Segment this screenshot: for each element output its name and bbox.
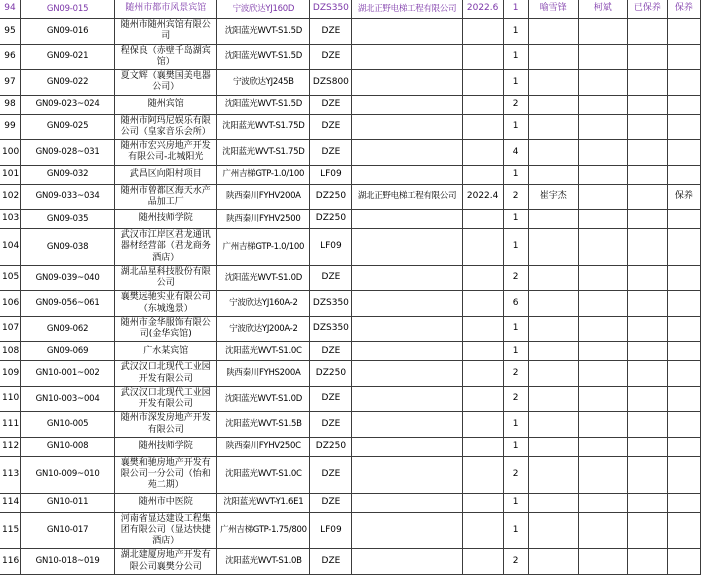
cell-maintain[interactable] [667, 210, 700, 229]
cell-date[interactable]: 2022.6 [462, 0, 503, 19]
cell-person1[interactable] [528, 265, 578, 291]
cell-maintain[interactable] [667, 140, 700, 166]
cell-model[interactable]: 宁波欣达YJ245B [217, 70, 310, 96]
cell-company[interactable] [352, 165, 462, 184]
table-row [0, 265, 701, 291]
cell-control[interactable]: DZ250 [310, 184, 352, 210]
cell-count[interactable]: 6 [503, 291, 528, 317]
cell-person1[interactable] [528, 316, 578, 342]
cell-person2[interactable] [578, 44, 627, 70]
cell-date[interactable] [462, 361, 503, 387]
cell-code[interactable]: GN09-033~034 [21, 184, 115, 210]
cell-person2[interactable] [578, 265, 627, 291]
cell-date[interactable] [462, 265, 503, 291]
cell-date[interactable] [462, 412, 503, 438]
cell-maintained[interactable]: 已保养 [627, 0, 667, 19]
cell-maintain[interactable] [667, 44, 700, 70]
cell-person1[interactable]: 崔宇杰 [528, 184, 578, 210]
cell-count[interactable]: 4 [503, 140, 528, 166]
cell-num[interactable]: 107 [0, 316, 21, 342]
cell-company[interactable] [352, 412, 462, 438]
cell-date[interactable] [462, 512, 503, 549]
cell-code[interactable]: GN09-021 [21, 44, 115, 70]
table-row [0, 493, 701, 512]
cell-company[interactable] [352, 456, 462, 493]
cell-count[interactable]: 1 [503, 44, 528, 70]
cell-num[interactable]: 114 [0, 493, 21, 512]
table-row [0, 210, 701, 229]
cell-date[interactable] [462, 456, 503, 493]
cell-date[interactable] [462, 549, 503, 575]
cell-count[interactable]: 1 [503, 70, 528, 96]
table-row [0, 361, 701, 387]
cell-model[interactable]: 陕西秦川FYHS200A [217, 361, 310, 387]
cell-count[interactable]: 1 [503, 229, 528, 266]
cell-num[interactable]: 95 [0, 19, 21, 45]
cell-model[interactable]: 沈阳蓝光WVT-S1.75D [217, 140, 310, 166]
cell-code[interactable]: GN09-062 [21, 316, 115, 342]
cell-num[interactable]: 116 [0, 549, 21, 575]
cell-maintain[interactable] [667, 265, 700, 291]
cell-count[interactable]: 2 [503, 361, 528, 387]
cell-model[interactable]: 宁波欣达YJ200A-2 [217, 316, 310, 342]
cell-name[interactable]: 湖北品星科技股份有限公司 [115, 265, 217, 291]
cell-company[interactable] [352, 386, 462, 412]
cell-date[interactable] [462, 316, 503, 342]
cell-control[interactable]: DZE [310, 114, 352, 140]
cell-control[interactable]: DZS350 [310, 0, 352, 19]
cell-person1[interactable] [528, 165, 578, 184]
cell-code[interactable]: GN10-005 [21, 412, 115, 438]
cell-model[interactable]: 广州吉梯GTP-1.75/800 [217, 512, 310, 549]
cell-count[interactable]: 1 [503, 210, 528, 229]
cell-maintain[interactable] [667, 114, 700, 140]
cell-person2[interactable] [578, 549, 627, 575]
cell-person1[interactable] [528, 412, 578, 438]
table-row [0, 456, 701, 493]
cell-maintain[interactable] [667, 412, 700, 438]
cell-maintained[interactable] [627, 265, 667, 291]
cell-person2[interactable]: 柯斌 [578, 0, 627, 19]
cell-maintained[interactable] [627, 95, 667, 114]
cell-control[interactable]: LF09 [310, 165, 352, 184]
cell-name[interactable]: 随州市宏兴房地产开发有限公司-北城阳光 [115, 140, 217, 166]
cell-maintained[interactable] [627, 165, 667, 184]
cell-person1[interactable]: 喻雪锋 [528, 0, 578, 19]
cell-control[interactable]: DZE [310, 412, 352, 438]
cell-maintain[interactable] [667, 493, 700, 512]
cell-maintain[interactable] [667, 95, 700, 114]
cell-code[interactable]: GN09-039~040 [21, 265, 115, 291]
cell-num[interactable]: 101 [0, 165, 21, 184]
cell-control[interactable]: DZE [310, 265, 352, 291]
cell-name[interactable]: 武汉汉口北现代工业园开发有限公司 [115, 386, 217, 412]
cell-date[interactable] [462, 114, 503, 140]
cell-code[interactable]: GN10-009~010 [21, 456, 115, 493]
cell-num[interactable]: 97 [0, 70, 21, 96]
cell-date[interactable] [462, 386, 503, 412]
cell-person1[interactable] [528, 44, 578, 70]
cell-company[interactable] [352, 493, 462, 512]
cell-date[interactable]: 2022.4 [462, 184, 503, 210]
cell-maintained[interactable] [627, 291, 667, 317]
cell-maintained[interactable] [627, 44, 667, 70]
cell-name[interactable]: 随州市阿玛尼娱乐有限公司（皇家音乐会所） [115, 114, 217, 140]
table-row [0, 549, 701, 575]
cell-control[interactable]: DZE [310, 549, 352, 575]
cell-model[interactable]: 宁波欣达YJ160A-2 [217, 291, 310, 317]
cell-person1[interactable] [528, 140, 578, 166]
cell-name[interactable]: 程保良（赤壁千岛湖宾馆） [115, 44, 217, 70]
cell-name[interactable]: 随州市随州宾馆有限公司 [115, 19, 217, 45]
cell-person2[interactable] [578, 165, 627, 184]
cell-person2[interactable] [578, 95, 627, 114]
cell-code[interactable]: GN10-017 [21, 512, 115, 549]
cell-company[interactable] [352, 512, 462, 549]
cell-code[interactable]: GN09-056~061 [21, 291, 115, 317]
cell-person2[interactable] [578, 456, 627, 493]
cell-date[interactable] [462, 437, 503, 456]
cell-person2[interactable] [578, 512, 627, 549]
cell-num[interactable]: 111 [0, 412, 21, 438]
cell-maintain[interactable] [667, 456, 700, 493]
cell-company[interactable] [352, 316, 462, 342]
cell-maintain[interactable] [667, 437, 700, 456]
cell-maintained[interactable] [627, 412, 667, 438]
cell-count[interactable]: 1 [503, 412, 528, 438]
cell-name[interactable]: 襄樊远驰实业有限公司（东城逸景） [115, 291, 217, 317]
cell-num[interactable]: 108 [0, 342, 21, 361]
cell-name[interactable]: 湖北建厦房地产开发有限公司襄樊分公司 [115, 549, 217, 575]
cell-maintain[interactable] [667, 19, 700, 45]
table-row [0, 165, 701, 184]
cell-maintain[interactable] [667, 229, 700, 266]
cell-code[interactable]: GN10-003~004 [21, 386, 115, 412]
table-row [0, 437, 701, 456]
cell-person1[interactable] [528, 70, 578, 96]
cell-name[interactable]: 随州宾馆 [115, 95, 217, 114]
cell-control[interactable]: LF09 [310, 512, 352, 549]
cell-model[interactable]: 宁波欣达YJ160D [217, 0, 310, 19]
cell-count[interactable]: 2 [503, 95, 528, 114]
cell-num[interactable]: 106 [0, 291, 21, 317]
cell-model[interactable]: 沈阳蓝光WVT-S1.0C [217, 342, 310, 361]
cell-code[interactable]: GN10-018~019 [21, 549, 115, 575]
cell-person2[interactable] [578, 114, 627, 140]
cell-control[interactable]: DZE [310, 95, 352, 114]
cell-maintained[interactable] [627, 456, 667, 493]
cell-date[interactable] [462, 19, 503, 45]
cell-maintained[interactable] [627, 493, 667, 512]
cell-count[interactable]: 2 [503, 549, 528, 575]
cell-control[interactable]: DZS350 [310, 291, 352, 317]
cell-date[interactable] [462, 229, 503, 266]
cell-date[interactable] [462, 165, 503, 184]
cell-maintained[interactable] [627, 19, 667, 45]
cell-person1[interactable] [528, 361, 578, 387]
cell-maintained[interactable] [627, 229, 667, 266]
cell-code[interactable]: GN09-032 [21, 165, 115, 184]
cell-date[interactable] [462, 291, 503, 317]
cell-code[interactable]: GN09-028~031 [21, 140, 115, 166]
cell-company[interactable] [352, 229, 462, 266]
cell-code[interactable]: GN09-035 [21, 210, 115, 229]
cell-model[interactable]: 沈阳蓝光WVT-S1.0D [217, 386, 310, 412]
cell-model[interactable]: 沈阳蓝光WVT-S1.5D [217, 44, 310, 70]
cell-num[interactable]: 104 [0, 229, 21, 266]
cell-person1[interactable] [528, 114, 578, 140]
cell-code[interactable]: GN09-038 [21, 229, 115, 266]
cell-person2[interactable] [578, 19, 627, 45]
cell-model[interactable]: 沈阳蓝光WVT-S1.5B [217, 412, 310, 438]
cell-company[interactable]: 湖北正野电梯工程有限公司 [352, 0, 462, 19]
cell-maintain[interactable] [667, 361, 700, 387]
cell-person2[interactable] [578, 412, 627, 438]
cell-company[interactable] [352, 140, 462, 166]
cell-person2[interactable] [578, 316, 627, 342]
cell-model[interactable]: 沈阳蓝光WVT-S1.75D [217, 114, 310, 140]
cell-code[interactable]: GN10-011 [21, 493, 115, 512]
cell-name[interactable]: 随州市都市风景宾馆 [115, 0, 217, 19]
cell-model[interactable]: 陕西秦川FYHV250C [217, 437, 310, 456]
cell-person1[interactable] [528, 512, 578, 549]
cell-num[interactable]: 103 [0, 210, 21, 229]
cell-person1[interactable] [528, 19, 578, 45]
cell-company[interactable] [352, 291, 462, 317]
cell-model[interactable]: 陕西秦川FYHV200A [217, 184, 310, 210]
cell-control[interactable]: DZE [310, 342, 352, 361]
cell-person2[interactable] [578, 210, 627, 229]
cell-code[interactable]: GN09-069 [21, 342, 115, 361]
cell-count[interactable]: 1 [503, 316, 528, 342]
cell-maintained[interactable] [627, 210, 667, 229]
cell-num[interactable]: 110 [0, 386, 21, 412]
cell-count[interactable]: 1 [503, 0, 528, 19]
cell-count[interactable]: 1 [503, 114, 528, 140]
table-row [0, 386, 701, 412]
cell-count[interactable]: 1 [503, 493, 528, 512]
cell-maintained[interactable] [627, 184, 667, 210]
cell-company[interactable] [352, 44, 462, 70]
cell-name[interactable]: 随州市深发房地产开发有限公司 [115, 412, 217, 438]
cell-person2[interactable] [578, 361, 627, 387]
cell-maintained[interactable] [627, 70, 667, 96]
cell-person2[interactable] [578, 342, 627, 361]
cell-control[interactable]: DZ250 [310, 361, 352, 387]
table-row [0, 19, 701, 45]
cell-date[interactable] [462, 210, 503, 229]
cell-person2[interactable] [578, 70, 627, 96]
cell-control[interactable]: DZE [310, 44, 352, 70]
cell-company[interactable] [352, 549, 462, 575]
cell-count[interactable]: 1 [503, 165, 528, 184]
cell-model[interactable]: 沈阳蓝光WVT-Y1.6E1 [217, 493, 310, 512]
cell-num[interactable]: 100 [0, 140, 21, 166]
cell-name[interactable]: 随州技师学院 [115, 210, 217, 229]
cell-count[interactable]: 2 [503, 386, 528, 412]
cell-name[interactable]: 夏文辉（襄樊国美电器公司） [115, 70, 217, 96]
cell-name[interactable]: 随州市曾都区海天水产品加工厂 [115, 184, 217, 210]
cell-maintained[interactable] [627, 386, 667, 412]
table-row [0, 95, 701, 114]
cell-person1[interactable] [528, 386, 578, 412]
cell-date[interactable] [462, 140, 503, 166]
cell-person2[interactable] [578, 493, 627, 512]
cell-num[interactable]: 115 [0, 512, 21, 549]
cell-maintain[interactable] [667, 386, 700, 412]
cell-company[interactable] [352, 265, 462, 291]
cell-model[interactable]: 沈阳蓝光WVT-S1.5D [217, 19, 310, 45]
cell-num[interactable]: 96 [0, 44, 21, 70]
cell-maintain[interactable] [667, 512, 700, 549]
cell-count[interactable]: 2 [503, 456, 528, 493]
cell-control[interactable]: DZ250 [310, 437, 352, 456]
cell-maintain[interactable] [667, 291, 700, 317]
cell-code[interactable]: GN10-001~002 [21, 361, 115, 387]
cell-date[interactable] [462, 493, 503, 512]
cell-control[interactable]: LF09 [310, 229, 352, 266]
table-row [0, 140, 701, 166]
cell-num[interactable]: 102 [0, 184, 21, 210]
cell-maintain[interactable] [667, 165, 700, 184]
cell-count[interactable]: 2 [503, 184, 528, 210]
cell-num[interactable]: 94 [0, 0, 21, 19]
cell-code[interactable]: GN10-008 [21, 437, 115, 456]
table-row [0, 184, 701, 210]
cell-count[interactable]: 1 [503, 342, 528, 361]
cell-maintain[interactable] [667, 316, 700, 342]
cell-company[interactable]: 湖北正野电梯工程有限公司 [352, 184, 462, 210]
cell-count[interactable]: 1 [503, 19, 528, 45]
cell-maintained[interactable] [627, 140, 667, 166]
cell-maintain[interactable]: 保养 [667, 0, 700, 19]
cell-model[interactable]: 沈阳蓝光WVT-S1.0D [217, 265, 310, 291]
cell-maintained[interactable] [627, 114, 667, 140]
cell-name[interactable]: 随州市金华服饰有限公司(金华宾馆) [115, 316, 217, 342]
cell-code[interactable]: GN09-025 [21, 114, 115, 140]
cell-num[interactable]: 99 [0, 114, 21, 140]
cell-person2[interactable] [578, 291, 627, 317]
cell-person2[interactable] [578, 386, 627, 412]
table-row [0, 342, 701, 361]
cell-company[interactable] [352, 342, 462, 361]
cell-num[interactable]: 113 [0, 456, 21, 493]
cell-person1[interactable] [528, 229, 578, 266]
cell-control[interactable]: DZS350 [310, 316, 352, 342]
cell-model[interactable]: 陕西秦川FYHV2500 [217, 210, 310, 229]
cell-person2[interactable] [578, 184, 627, 210]
cell-maintained[interactable] [627, 549, 667, 575]
cell-name[interactable]: 广水某宾馆 [115, 342, 217, 361]
cell-maintain[interactable] [667, 549, 700, 575]
cell-model[interactable]: 沈阳蓝光WVT-S1.0C [217, 456, 310, 493]
cell-model[interactable]: 沈阳蓝光WVT-S1.0B [217, 549, 310, 575]
cell-num[interactable]: 105 [0, 265, 21, 291]
cell-person1[interactable] [528, 437, 578, 456]
cell-company[interactable] [352, 361, 462, 387]
cell-code[interactable]: GN09-016 [21, 19, 115, 45]
cell-name[interactable]: 襄樊和驰房地产开发有限公司一分公司（怡和苑二期） [115, 456, 217, 493]
cell-maintained[interactable] [627, 316, 667, 342]
cell-maintained[interactable] [627, 512, 667, 549]
cell-company[interactable] [352, 437, 462, 456]
cell-control[interactable]: DZ250 [310, 210, 352, 229]
cell-num[interactable]: 112 [0, 437, 21, 456]
cell-control[interactable]: DZE [310, 456, 352, 493]
table-row [0, 44, 701, 70]
cell-count[interactable]: 1 [503, 512, 528, 549]
cell-maintain[interactable] [667, 342, 700, 361]
cell-model[interactable]: 广州吉梯GTP-1.0/100 [217, 229, 310, 266]
cell-person2[interactable] [578, 140, 627, 166]
cell-person1[interactable] [528, 342, 578, 361]
cell-person1[interactable] [528, 493, 578, 512]
cell-code[interactable]: GN09-022 [21, 70, 115, 96]
cell-name[interactable]: 武汉市江岸区君龙通讯器材经营部（君龙商务酒店） [115, 229, 217, 266]
cell-count[interactable]: 2 [503, 265, 528, 291]
cell-date[interactable] [462, 95, 503, 114]
cell-name[interactable]: 武汉汉口北现代工业园开发有限公司 [115, 361, 217, 387]
cell-person1[interactable] [528, 95, 578, 114]
table-row [0, 316, 701, 342]
cell-name[interactable]: 随州技师学院 [115, 437, 217, 456]
table-row [0, 0, 701, 19]
cell-name[interactable]: 随州市中医院 [115, 493, 217, 512]
cell-maintain[interactable] [667, 70, 700, 96]
table-row [0, 412, 701, 438]
cell-maintained[interactable] [627, 342, 667, 361]
table-row [0, 229, 701, 266]
cell-person1[interactable] [528, 210, 578, 229]
cell-person1[interactable] [528, 549, 578, 575]
cell-control[interactable]: DZE [310, 140, 352, 166]
cell-model[interactable]: 沈阳蓝光WVT-S1.5D [217, 95, 310, 114]
cell-control[interactable]: DZE [310, 19, 352, 45]
cell-maintain[interactable]: 保养 [667, 184, 700, 210]
table-row [0, 291, 701, 317]
cell-model[interactable]: 广州吉梯GTP-1.0/100 [217, 165, 310, 184]
cell-control[interactable]: DZS800 [310, 70, 352, 96]
cell-control[interactable]: DZE [310, 493, 352, 512]
cell-person2[interactable] [578, 437, 627, 456]
cell-person1[interactable] [528, 456, 578, 493]
table-row [0, 512, 701, 549]
cell-person1[interactable] [528, 291, 578, 317]
cell-date[interactable] [462, 70, 503, 96]
cell-num[interactable]: 109 [0, 361, 21, 387]
cell-company[interactable] [352, 19, 462, 45]
cell-date[interactable] [462, 44, 503, 70]
cell-code[interactable]: GN09-015 [21, 0, 115, 19]
cell-company[interactable] [352, 95, 462, 114]
cell-person2[interactable] [578, 229, 627, 266]
cell-company[interactable] [352, 70, 462, 96]
table-row [0, 70, 701, 96]
cell-count[interactable]: 1 [503, 437, 528, 456]
cell-company[interactable] [352, 114, 462, 140]
cell-code[interactable]: GN09-023~024 [21, 95, 115, 114]
cell-num[interactable]: 98 [0, 95, 21, 114]
cell-control[interactable]: DZE [310, 386, 352, 412]
cell-name[interactable]: 武昌区向阳村项目 [115, 165, 217, 184]
cell-maintained[interactable] [627, 361, 667, 387]
cell-name[interactable]: 河南省显达建设工程集团有限公司（显达快捷酒店） [115, 512, 217, 549]
table-row [0, 114, 701, 140]
cell-maintained[interactable] [627, 437, 667, 456]
cell-company[interactable] [352, 210, 462, 229]
cell-date[interactable] [462, 342, 503, 361]
